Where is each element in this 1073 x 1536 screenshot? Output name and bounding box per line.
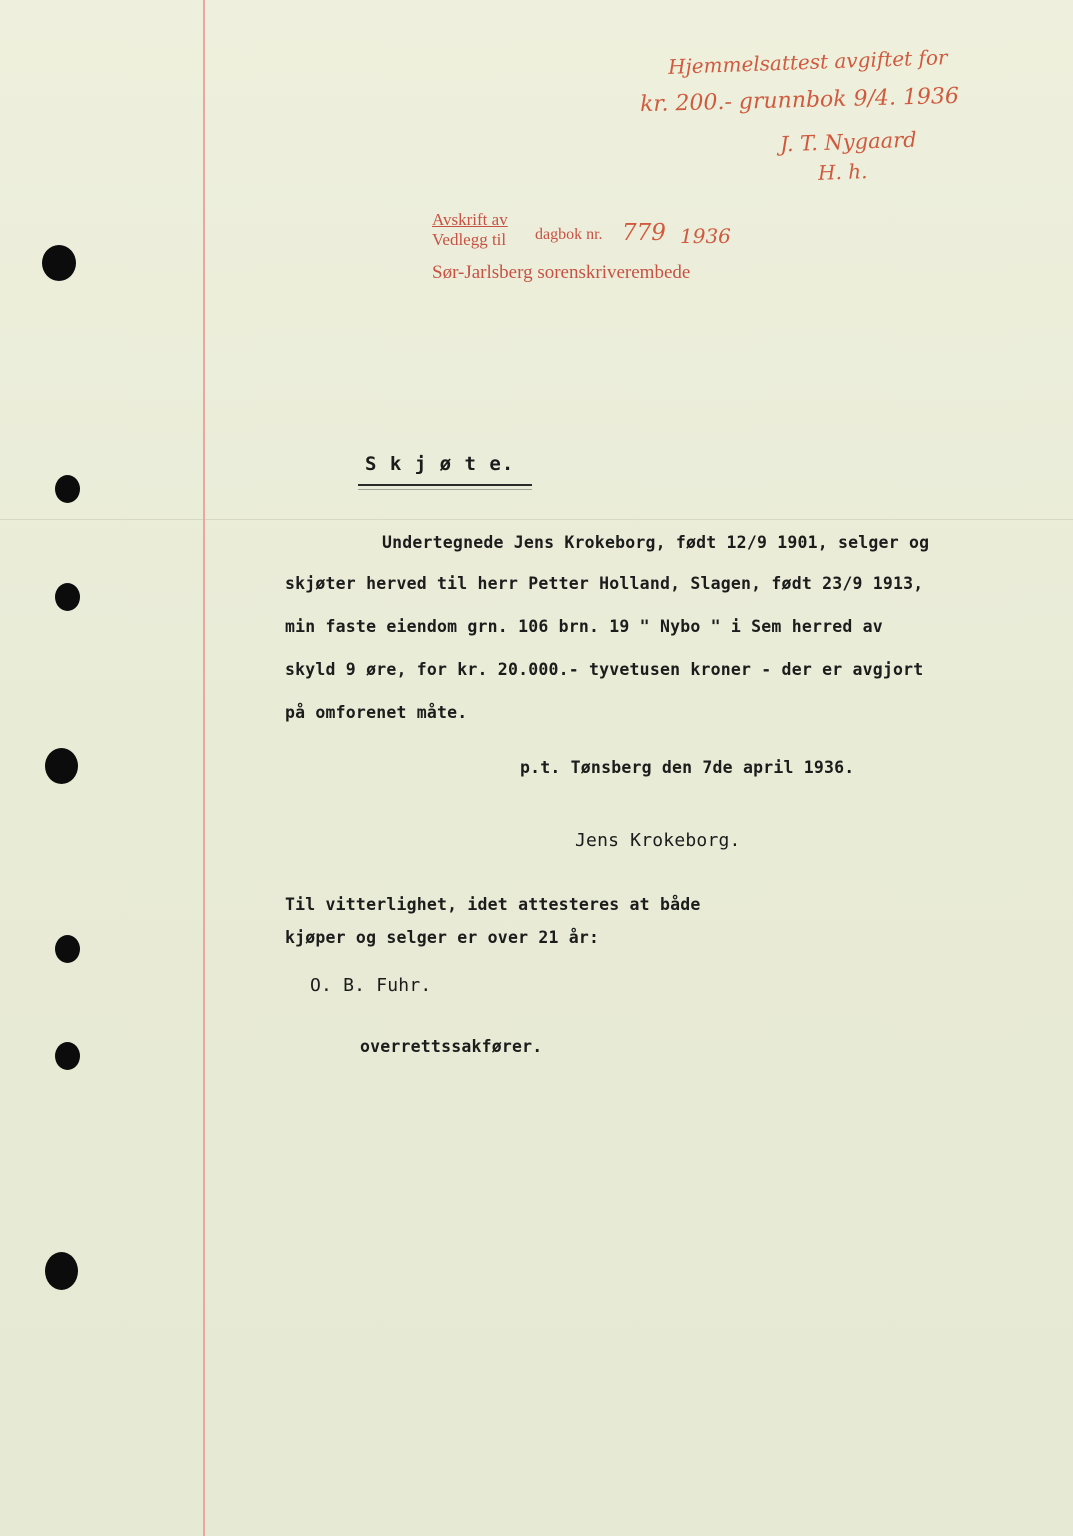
punch-hole — [55, 935, 80, 963]
witness-line-2: kjøper og selger er over 21 år: — [285, 928, 600, 947]
annotation-line-3: J. T. Nygaard — [779, 127, 918, 157]
stamp-dagbok: dagbok nr. — [535, 226, 603, 243]
stamp-office: Sør-Jarlsberg sorenskriverembede — [432, 262, 691, 283]
signature: Jens Krokeborg. — [575, 830, 741, 851]
title-underline — [358, 489, 532, 490]
place-date: p.t. Tønsberg den 7de april 1936. — [520, 758, 855, 777]
annotation-line-1: Hjemmelsattest avgiftet for — [667, 45, 948, 79]
punch-hole — [45, 1252, 78, 1290]
witness-line-1: Til vitterlighet, idet attesteres at både — [285, 895, 701, 914]
body-line-2: skjøter herved til herr Petter Holland, Slagen, født 23/9 1913, — [285, 574, 924, 593]
punch-hole — [55, 475, 80, 503]
document-title: S k j ø t e. — [365, 453, 515, 475]
margin-line — [203, 0, 205, 1536]
body-line-1: Undertegnede Jens Krokeborg, født 12/9 1901, selger og — [382, 533, 930, 552]
punch-hole — [45, 748, 78, 784]
body-line-4: skyld 9 øre, for kr. 20.000.- tyvetusen kroner - der er avgjort — [285, 660, 924, 679]
punch-hole — [55, 583, 80, 611]
stamp-year: 1936 — [680, 224, 731, 248]
punch-hole — [55, 1042, 80, 1070]
witness-title: overrettssakfører. — [360, 1037, 543, 1056]
title-underline — [358, 484, 532, 486]
annotation-line-4: H. h. — [817, 159, 868, 185]
body-line-3: min faste eiendom grn. 106 brn. 19 " Nybo " i Sem herred av — [285, 617, 883, 636]
body-line-5: på omforenet måte. — [285, 703, 468, 722]
fold-line — [0, 519, 1073, 520]
punch-hole — [42, 245, 76, 281]
annotation-line-2: kr. 200.- grunnbok 9/4. 1936 — [639, 83, 960, 118]
stamp-number: 779 — [622, 220, 666, 246]
stamp-vedlegg: Vedlegg til — [432, 230, 507, 249]
stamp-avskrift: Avskrift av — [432, 210, 508, 229]
witness-name: O. B. Fuhr. — [310, 975, 432, 996]
